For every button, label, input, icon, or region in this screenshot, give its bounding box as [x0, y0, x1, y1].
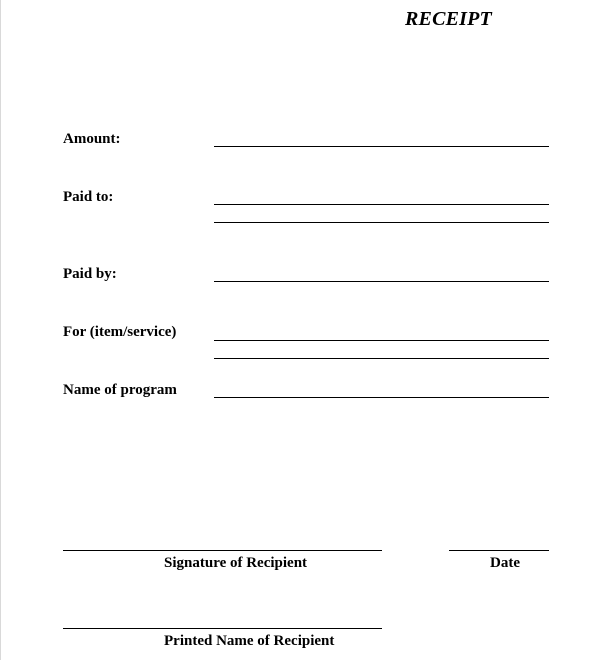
date-label: Date — [490, 555, 520, 571]
date-blank-line — [449, 550, 549, 551]
printed-name-label: Printed Name of Recipient — [164, 633, 335, 649]
name-of-program-label: Name of program — [63, 382, 177, 398]
paid-to-label: Paid to: — [63, 189, 114, 205]
for-item-service-blank-line-2 — [214, 358, 549, 359]
amount-label: Amount: — [63, 131, 121, 147]
document-title: RECEIPT — [405, 8, 492, 30]
name-of-program-blank-line — [214, 397, 549, 398]
paid-by-blank-line — [214, 281, 549, 282]
for-item-service-blank-line — [214, 340, 549, 341]
paid-to-blank-line-2 — [214, 222, 549, 223]
signature-blank-line — [63, 550, 382, 551]
signature-label: Signature of Recipient — [164, 555, 308, 571]
amount-blank-line — [214, 146, 549, 147]
paid-to-blank-line — [214, 204, 549, 205]
page-left-edge — [0, 0, 1, 660]
printed-name-blank-line — [63, 628, 382, 629]
paid-by-label: Paid by: — [63, 266, 117, 282]
for-item-service-label: For (item/service) — [63, 324, 177, 340]
